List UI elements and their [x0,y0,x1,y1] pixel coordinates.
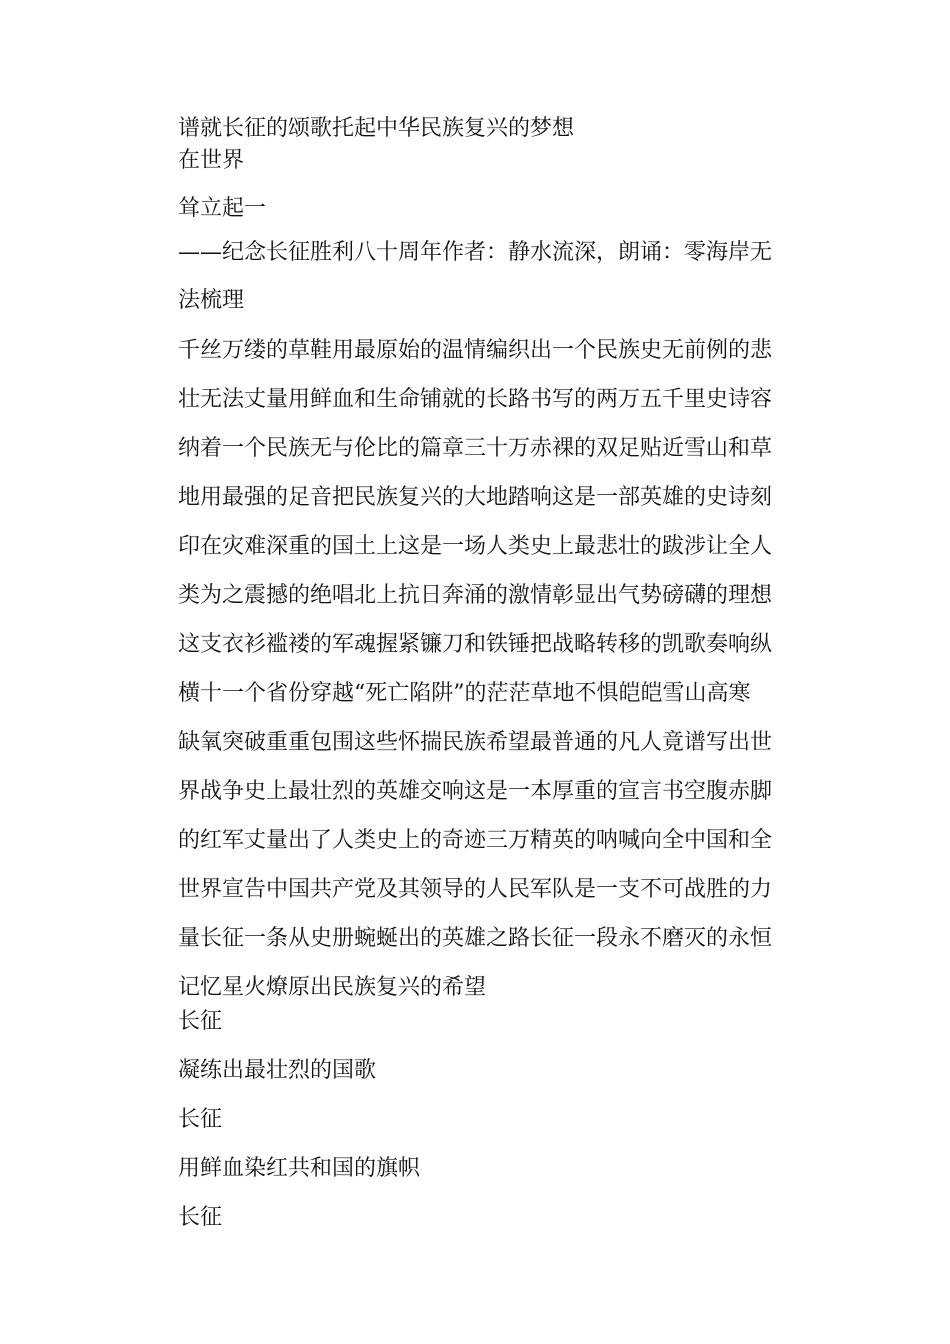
verse-line: 长征 [178,1107,223,1132]
body-line: 世界宣告中国共产党及其领导的人民军队是一支不可战胜的力 [178,877,773,902]
title-line-1: 谱就长征的颂歌托起中华民族复兴的梦想 [178,116,575,141]
body-line: 纳着一个民族无与伦比的篇章三十万赤裸的双足贴近雪山和草 [178,436,773,461]
body-line: 记忆星火燎原出民族复兴的希望 [178,975,487,1000]
body-line: 千丝万缕的草鞋用最原始的温情编织出一个民族史无前例的悲 [178,338,773,363]
body-line: 界战争史上最壮烈的英雄交响这是一本厚重的宣言书空腹赤脚 [178,779,773,804]
body-line: 量长征一条从史册蜿蜒出的英雄之路长征一段永不磨灭的永恒 [178,926,773,951]
body-line: 横十一个省份穿越“死亡陷阱”的茫茫草地不惧皑皑雪山高寒 [178,681,751,706]
body-line: 地用最强的足音把民族复兴的大地踏响这是一部英雄的史诗刻 [178,485,773,510]
verse-line: 长征 [178,1205,223,1230]
body-line: 印在灾难深重的国土上这是一场人类史上最悲壮的跋涉让全人 [178,534,773,559]
body-line: 这支衣衫褴褛的军魂握紧镰刀和铁锤把战略转移的凯歌奏响纵 [178,632,773,657]
verse-line: 用鲜血染红共和国的旗帜 [178,1156,421,1181]
title-line-3: 耸立起一 [178,196,267,221]
title-line-2: 在世界 [178,148,245,173]
body-line: 壮无法丈量用鲜血和生命铺就的长路书写的两万五千里史诗容 [178,387,773,412]
body-line: 类为之震撼的绝唱北上抗日奔涌的激情彰显出气势磅礴的理想 [178,583,773,608]
body-line: 缺氧突破重重包围这些怀揣民族希望最普通的凡人竟谱写出世 [178,730,773,755]
verse-line: 凝练出最壮烈的国歌 [178,1058,377,1083]
body-line: 的红军丈量出了人类史上的奇迹三万精英的呐喊向全中国和全 [178,828,773,853]
verse-line: 长征 [178,1009,223,1034]
byline-line-2: 法梳理 [178,288,245,313]
byline-line-1: ——纪念长征胜利八十周年作者：静水流深，朗诵：零海岸无 [178,240,773,265]
